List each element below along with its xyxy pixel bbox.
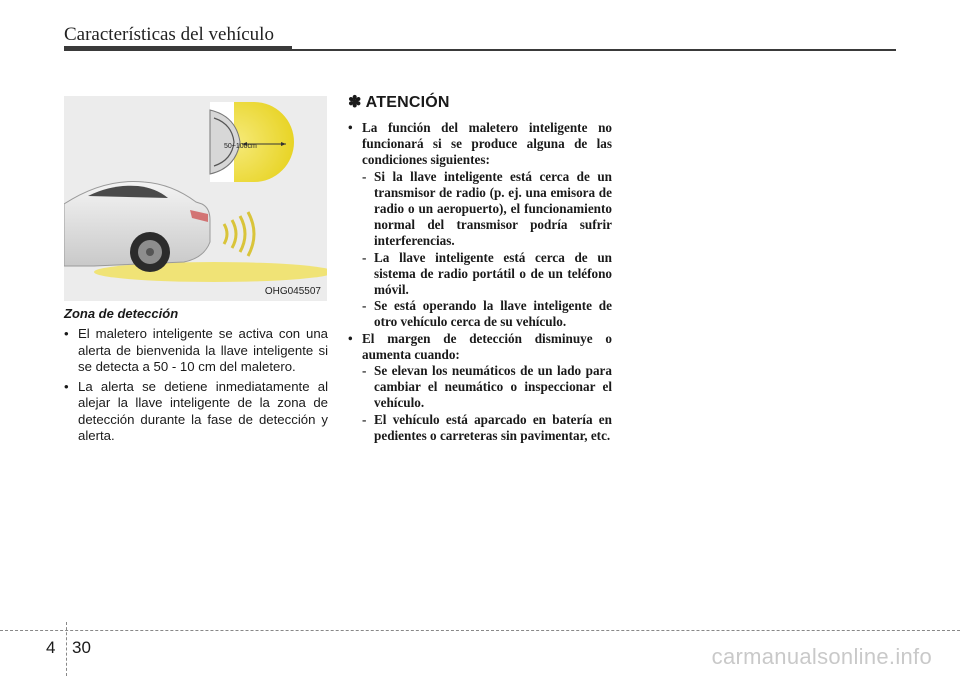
- caution-box: [348, 92, 612, 444]
- section-number: 4: [46, 638, 56, 657]
- distance-label: 50~100cm: [224, 143, 257, 150]
- caution-subitem-text: Se elevan los neumáticos de un lado para cambiar el neumático o inspeccionar el vehículo.: [374, 363, 612, 411]
- caution-title: [348, 92, 612, 112]
- caution-symbol: ✽: [348, 94, 362, 111]
- dash-mark: -: [362, 298, 367, 314]
- header-rule-thick: [64, 46, 292, 51]
- dash-mark: -: [362, 411, 367, 427]
- page-number: 30: [72, 638, 91, 657]
- left-column: [64, 306, 328, 448]
- caution-subitem-text: Se está operando la llave inteligente de otro vehículo cerca de su vehículo.: [374, 298, 612, 330]
- list-item-text: La alerta se detiene inmediatamente al alejar la llave inteligente de la zona de detección durante la fase de detección y alerta.: [78, 378, 328, 443]
- caution-subitem: [348, 412, 612, 444]
- inset-detection-zone: [210, 102, 294, 182]
- caution-subitem-text: El vehículo está aparcado en batería en pedientes o carreteras sin pavimentar, etc.: [374, 411, 612, 443]
- caution-title-text: ATENCIÓN: [365, 94, 450, 111]
- caution-item: [348, 331, 612, 363]
- caution-subitem-text: La llave inteligente está cerca de un sistema de radio portátil o de un teléfono móvil.: [374, 249, 612, 298]
- caution-item-text: La función del maletero inteligente no funcionará si se produce alguna de las condiciones siguientes:: [362, 120, 612, 168]
- bullet-mark: •: [64, 326, 69, 341]
- watermark: carmanualsonline.info: [711, 644, 932, 669]
- detection-zone-figure: [64, 96, 327, 301]
- caution-subitem: [348, 169, 612, 250]
- caution-item-text: El margen de detección disminuye o aumenta cuando:: [362, 330, 612, 362]
- car-illustration: [64, 96, 327, 301]
- dash-mark: -: [362, 363, 367, 379]
- list-item: [64, 379, 328, 445]
- list-item-text: El maletero inteligente se activa con una alerta de bienvenida la llave inteligente si se detecta a 50 - 10 cm del maletero.: [78, 326, 328, 374]
- page-header-title: Características del vehículo: [64, 24, 274, 45]
- dash-mark: -: [362, 249, 367, 265]
- dash-mark: -: [362, 168, 367, 184]
- footer-rule: [0, 630, 960, 631]
- figure-caption: Zona de detección: [64, 306, 179, 321]
- bullet-mark: •: [64, 378, 69, 394]
- caution-subitem: [348, 298, 612, 330]
- list-item: [64, 326, 328, 376]
- bullet-mark: •: [348, 330, 353, 346]
- bullet-mark: •: [348, 120, 353, 135]
- header-rule-thin: [292, 49, 896, 51]
- caution-subitem-text: Si la llave inteligente está cerca de un transmisor de radio (p. ej. una emisora de radio o un aeropuerto), el funcionamiento normal del transmisor podría sufrir interferencias.: [374, 168, 612, 249]
- figure-code: OHG045507: [264, 286, 321, 297]
- caution-subitem: [348, 363, 612, 412]
- footer-divider: [66, 622, 67, 676]
- caution-item: [348, 120, 612, 169]
- caution-subitem: [348, 250, 612, 299]
